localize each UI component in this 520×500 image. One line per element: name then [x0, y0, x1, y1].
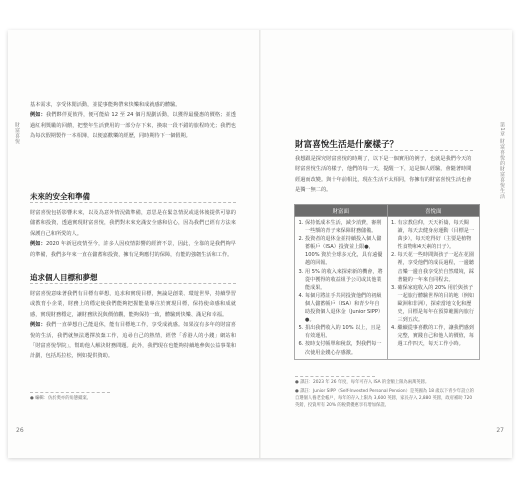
footnote-marker-icon: ●: [295, 389, 299, 394]
list-item: 3. 確保家庭收入的 20% 用於與孩子一起旅行體驗世界的目的地（例如歐洲和非洲），探索當地文化和歷史，目標是每年在預算範圍內旅行三到五次。: [398, 284, 477, 324]
footnote-text: Junior SIPP（Self-Invested Personal Pension）是英國為 18 歲以下青少年設立的自選個人養老金帳戶，每年的存入上限為 3,600 英鎊，家長存入 2,880 英鎊，政府補助 720 英鎊，投資所有 20% 的稅費優惠享有增加保證。: [295, 389, 474, 408]
chapter-label: 第1章: [499, 122, 505, 137]
footnote-text: 2023 年 26 年度，每年可存入 ISA 的金額上限為兩萬英鎊。: [313, 380, 430, 385]
list-item: 2. 投資者的退休金並持續投入個人儲蓄帳戶（ISA）投資並上限●，100% 資於全球多元化，具有遠優越的回報。: [305, 235, 384, 267]
right-page: [261, 30, 512, 458]
footnote-marker-icon: ●: [295, 380, 299, 385]
right-intro-paragraph: 我想跟是探究財富喜悅的時期了，以下是一個實用的例子，也就是我們今天的財富喜悅生活的樣子，他們的每一天，提醒一下，這是個人經驗，會隨著時間經過而改變。與十年前相比，現在生活不太相同，你擁有的財富喜悅生活也會是獨一無二的。: [295, 156, 472, 194]
left-footnote: [30, 395, 236, 402]
right-page-number: 27: [496, 427, 504, 434]
section-title-goals-dreams: 追求個人目標和夢想: [30, 273, 98, 282]
book-spread: [8, 30, 512, 458]
footnote-divider: [295, 376, 375, 377]
list-item: 2. 每天花一些時間與孩子一起在花園裡，享受他們的成長過程，一邊聽音樂一邊自我享受於自然環境，踩著隨的一年來自同程去。: [398, 251, 477, 283]
right-footnote-1: [295, 379, 475, 386]
left-intro-paragraph: [30, 100, 236, 142]
left-page-number: 26: [16, 427, 24, 434]
example-text: 2020 年新冠疫情至今，許多人因疫情影響的經濟不景，因此，全靠的是我們夠早的準備，我們多年來一直在儲蓄和投資，擁有足夠應付的保障，有能的強韌生活和工作。: [30, 241, 236, 258]
list-item: 3. 用 5% 的收入來探索新的機會，將從中獲得的收益組予公司或其他業能成果。: [305, 268, 384, 292]
example-tag: 例如：: [30, 322, 46, 329]
wealth-column: [295, 217, 388, 360]
table-header-row: [295, 205, 480, 217]
table-header-wealth: 財富面: [295, 205, 388, 217]
wealth-joy-comparison-table: [294, 204, 480, 360]
list-item: 4. 繼續從事喜歡的工作，讓我們感到完整，實踐自己和他人的價值，每週工作四天，每天工作小時。: [398, 324, 477, 348]
example-text: 我們一直夢想自己能退休，能有目標地工作，享受成就感。如果沒有多年的財富喜悅的生活，我們就無法選擇放棄工作，追尋自己的熱情，經營「香港人的小錢」網站和「財富喜悅學院」，幫助他人解決財務問題。此外，我們現在也能夠持續地參與公益事業和計劃，包括馬拉松，例如提供資助。: [30, 322, 236, 360]
example-text: 我們夥伴夏彼得，便可能給 12 至 24 個月規劃活動，以獲得最優惠的價格；並透過紅利獎勵的回饋，把整年生活費用的一部分存下來，換取一段不錯的旅程時光；我們也為每次假期製作一本相簿，以便嘉歡樂的經歷，同時期待下一個假期。: [30, 112, 236, 140]
section-divider: [30, 202, 236, 203]
section-goals-dreams-body: [30, 289, 236, 362]
table-row: [295, 217, 480, 360]
example-tag: 例如：: [30, 112, 46, 119]
section-divider: [30, 283, 236, 284]
right-running-head: [499, 122, 505, 199]
footnote-tag: 譯註：: [300, 380, 314, 385]
list-item: 4. 每個月將註手共同投資他們的初級個人儲蓄帳戶（ISA）和青少年自助投資個人退休金（Junior SIPP）●。: [305, 292, 384, 324]
table-header-joy: 喜悅面: [387, 205, 480, 217]
section-body-text: 財富喜悅意味著我們有目標有夢想，追求和實現目標，無論是創業、環遊世界，持續學習或教育小企業，財務上的穩定使我們能夠把握能量專注於實現目標，保持使命感和成就感，實現財務穩定，讓財務狀況與價值觀，能夠保持一致，體驗到快樂、滿足和幸福。: [30, 291, 236, 318]
footnote-marker-icon: ●: [30, 396, 34, 401]
list-item: 5. 捐出我們收入的 10% 以上，且是有效運用。: [305, 324, 384, 340]
left-page: [8, 30, 259, 458]
example-tag: 例如：: [30, 241, 46, 248]
section-body-text: 財富喜悅包括影響未來，以及為意外情況做準備，意思是在緊急情況或退休後提供可靠的儲蓄和投資，透過實現財富喜悅，我們對未來充滿安全感和信心，因為我們已經有方法來保護自己和所愛的人。: [30, 210, 236, 237]
joy-column: [387, 217, 480, 360]
section-title-wealth-joy-life: 財富喜悅生活是什麼樣子？: [295, 140, 399, 150]
right-footnote-2: [295, 388, 475, 409]
left-running-head: 財富喜悅: [14, 122, 20, 144]
title-divider: [295, 150, 473, 151]
list-item: 6. 按時支付帳單和稅款，對我們每一次使用金錢心存感激。: [305, 340, 384, 356]
section-future-security-body: [30, 208, 236, 260]
footnote-divider: [30, 392, 110, 393]
section-title-future-security: 未來的安全和準備: [30, 192, 90, 201]
list-item: 1. 保持低成本生活，減少消費，審削一些額的青子來保障財務儲備。: [305, 219, 384, 235]
list-item: 1. 有宗教信仰，天天祈禱，每天閱讀，每天去健身房運動（目標是一萬步），每天吃得好（主要是植物性食物和4天素的日子）。: [398, 219, 477, 251]
chapter-title: 財富喜悅的財富喜悅生活: [499, 138, 505, 200]
left-intro-text: 基本需求，享受休閒活動，並從事能夠帶來快樂和成就感的體驗。: [30, 102, 181, 108]
footnote-tag: 編輯：: [35, 396, 49, 401]
footnote-text: 仿於奧亦的角態撮案。: [48, 396, 91, 401]
footnote-tag: 譯註：: [300, 389, 314, 394]
